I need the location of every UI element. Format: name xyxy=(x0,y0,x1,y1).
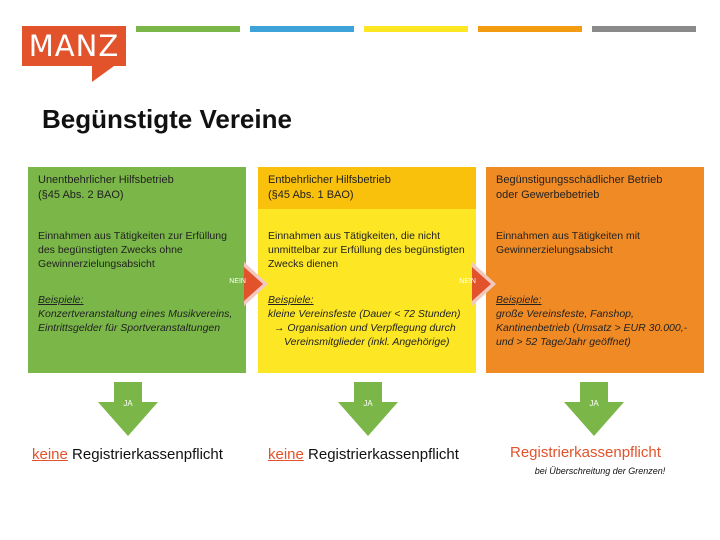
column-unentbehrlich xyxy=(28,167,246,373)
ja-arrow-down-icon xyxy=(338,382,398,436)
topbar-yellow xyxy=(364,26,468,32)
result-negation: keine xyxy=(32,446,68,463)
column-header xyxy=(258,167,476,209)
result-text: Registrierkassenpflicht xyxy=(510,444,661,461)
manz-logo: MANZ xyxy=(22,26,126,66)
column-examples xyxy=(258,287,476,355)
result-negation: keine xyxy=(268,446,304,463)
column-description: Einnahmen aus Tätigkeiten zur Erfüllung des begünstigten Zwecks ohne Gewinnerzielungsabsicht xyxy=(38,230,227,270)
header-line: (§45 Abs. 2 BAO) xyxy=(38,189,124,201)
example-line: Eintrittsgelder für Sportveranstaltungen xyxy=(38,322,221,334)
column-header xyxy=(486,167,704,209)
column-description: Einnahmen aus Tätigkeiten, die nicht unmittelbar zur Erfüllung des begünstigten Zwecks dienen xyxy=(268,230,465,270)
ja-label: JA xyxy=(123,399,133,408)
result-text: Registrierkassenpflicht xyxy=(308,446,459,463)
ja-label: JA xyxy=(589,399,599,408)
example-line: und > 52 Tage/Jahr geöffnet) xyxy=(496,336,631,348)
header-line: Unentbehrlicher Hilfsbetrieb xyxy=(38,174,174,186)
example-line: kleine Vereinsfeste (Dauer < 72 Stunden) xyxy=(268,308,461,320)
topbar-blue xyxy=(250,26,354,32)
column-header xyxy=(28,167,246,209)
result-text: Registrierkassenpflicht xyxy=(72,446,223,463)
nein-arrow-inner xyxy=(244,267,263,301)
topbar-green xyxy=(136,26,240,32)
result-note: bei Überschreitung der Grenzen! xyxy=(534,466,666,476)
examples-label: Beispiele: xyxy=(268,294,314,306)
example-line: → Organisation und Verpflegung durch xyxy=(274,322,456,334)
nein-label: NEIN xyxy=(459,278,476,285)
result-gewerbebetrieb xyxy=(510,444,661,461)
column-gewerbebetrieb xyxy=(486,167,704,373)
topbar-orange xyxy=(478,26,582,32)
header-line: Entbehrlicher Hilfsbetrieb xyxy=(268,174,391,186)
column-entbehrlich xyxy=(258,167,476,373)
examples-label: Beispiele: xyxy=(38,294,84,306)
ja-arrow-down-icon xyxy=(564,382,624,436)
column-description: Einnahmen aus Tätigkeiten mit Gewinnerzielungsabsicht xyxy=(496,230,640,256)
column-examples xyxy=(486,287,704,355)
ja-label: JA xyxy=(363,399,373,408)
result-entbehrlich xyxy=(268,446,459,463)
logo-tail xyxy=(92,66,114,82)
example-line: Kantinenbetrieb (Umsatz > EUR 30.000,- xyxy=(496,322,688,334)
header-line: Begünstigungsschädlicher Betrieb xyxy=(496,174,663,186)
topbar-gray xyxy=(592,26,696,32)
header-line: (§45 Abs. 1 BAO) xyxy=(268,189,354,201)
example-line: Vereinsmitglieder (inkl. Angehörige) xyxy=(284,336,450,348)
page-title: Begünstigte Vereine xyxy=(42,104,292,134)
example-line: große Vereinsfeste, Fanshop, xyxy=(496,308,634,320)
example-line: Konzertveranstaltung eines Musikvereins, xyxy=(38,308,233,320)
nein-label: NEIN xyxy=(229,278,246,285)
ja-arrow-down-icon xyxy=(98,382,158,436)
header-line: oder Gewerbebetrieb xyxy=(496,189,600,201)
result-unentbehrlich xyxy=(32,446,223,463)
column-examples xyxy=(28,287,246,341)
examples-label: Beispiele: xyxy=(496,294,542,306)
